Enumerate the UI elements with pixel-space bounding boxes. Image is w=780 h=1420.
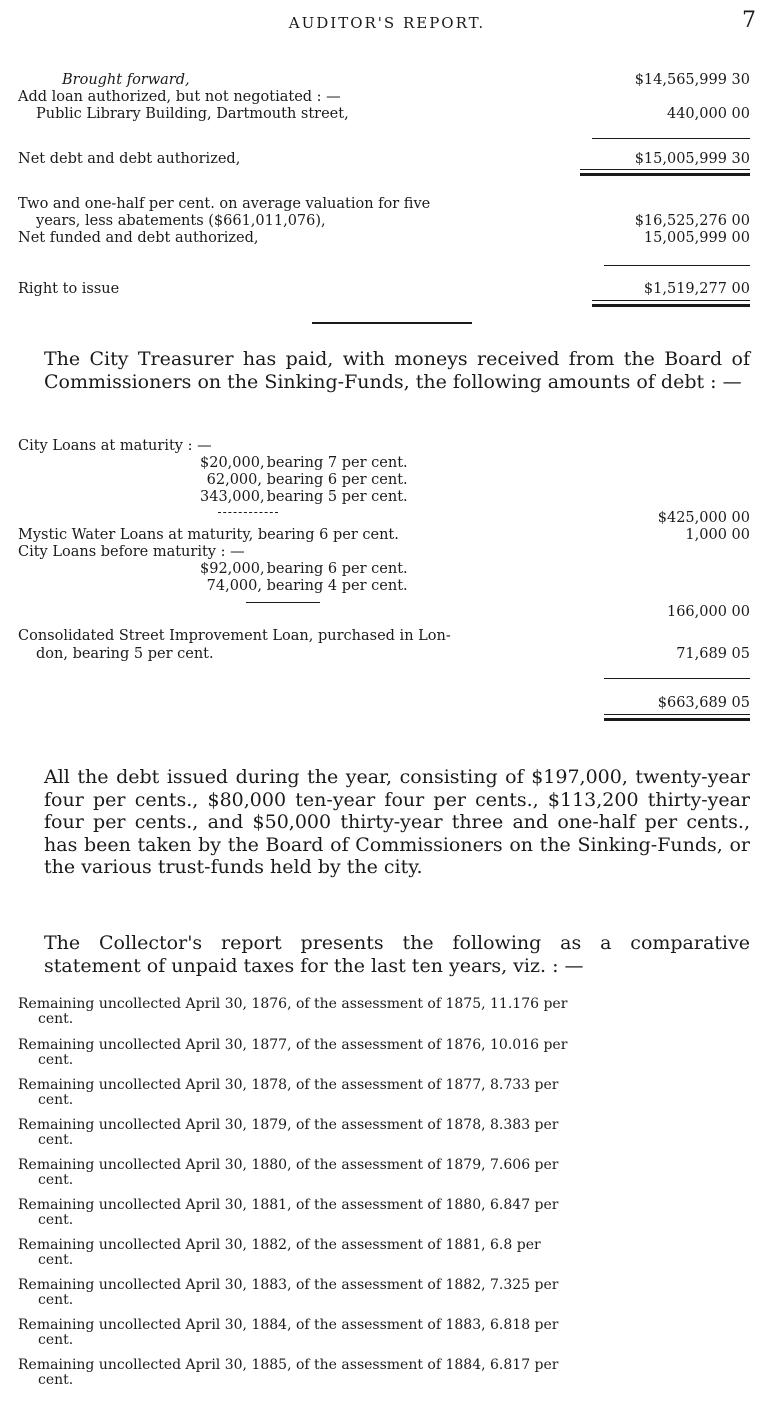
uncollected-tail: cent. [38, 1332, 74, 1348]
net-funded-label: Net funded and debt authorized, [18, 230, 259, 246]
uncollected-lead: Remaining uncollected April 30, 1880, of the assessment of 1879, 7.606 per [18, 1157, 559, 1173]
uncollected-tail: cent. [38, 1172, 74, 1188]
city-loan-value: $20,000, [200, 455, 265, 471]
consolidated-text-2: don, bearing 5 per cent. [36, 646, 214, 662]
consolidated-text-1: Consolidated Street Improvement Loan, purchased in Lon- [18, 628, 451, 644]
uncollected-lead: Remaining uncollected April 30, 1882, of the assessment of 1881, 6.8 per [18, 1237, 541, 1253]
uncollected-lead: Remaining uncollected April 30, 1884, of the assessment of 1883, 6.818 per [18, 1317, 559, 1333]
city-loan-desc: bearing 6 per cent. [266, 472, 408, 488]
uncollected-lead: Remaining uncollected April 30, 1878, of the assessment of 1877, 8.733 per [18, 1077, 559, 1093]
valuation-text-1: Two and one-half per cent. on average valuation for five [18, 196, 431, 212]
right-thick-rule [592, 304, 750, 307]
right-rule-top [604, 265, 750, 266]
library-label: Public Library Building, Dartmouth street, [36, 106, 349, 122]
treasurer-text: The City Treasurer has paid, with moneys received from the Board of Commissioners on the Sinking-Funds, the following amounts of debt : — [44, 348, 750, 393]
uncollected-item [18, 1278, 750, 1308]
subtotal-rule [592, 138, 750, 139]
brought-forward-label: Brought forward, [62, 72, 190, 88]
debt-issued-paragraph [18, 766, 750, 879]
uncollected-tail: cent. [38, 1372, 74, 1388]
uncollected-lead: Remaining uncollected April 30, 1885, of the assessment of 1884, 6.817 per [18, 1357, 559, 1373]
before-item [200, 578, 408, 595]
payments-total-amount: $663,689 05 [657, 695, 750, 711]
consolidated-amount: 71,689 05 [676, 646, 750, 662]
uncollected-lead: Remaining uncollected April 30, 1877, of the assessment of 1876, 10.016 per [18, 1037, 568, 1053]
city-loan-desc: bearing 5 per cent. [266, 489, 408, 505]
treasurer-paragraph [18, 348, 750, 393]
uncollected-tail: cent. [38, 1252, 74, 1268]
net-debt-label: Net debt and debt authorized, [18, 151, 241, 167]
uncollected-lead: Remaining uncollected April 30, 1883, of the assessment of 1882, 7.325 per [18, 1277, 559, 1293]
uncollected-item [18, 1198, 750, 1228]
city-loans-amount: $425,000 00 [657, 510, 750, 526]
net-debt-thick-rule [580, 173, 750, 176]
uncollected-tail: cent. [38, 1092, 74, 1108]
uncollected-tail: cent. [38, 1132, 74, 1148]
uncollected-lead: Remaining uncollected April 30, 1881, of the assessment of 1880, 6.847 per [18, 1197, 559, 1213]
before-maturity-label: City Loans before maturity : — [18, 544, 245, 560]
uncollected-item [18, 1078, 750, 1108]
before-value: 74,000, [206, 578, 262, 594]
valuation-text-2: years, less abatements ($661,011,076), [36, 213, 326, 229]
city-loans-rule [218, 512, 278, 513]
city-loans-label: City Loans at maturity : — [18, 438, 212, 454]
net-funded-amount: 15,005,999 00 [643, 230, 750, 246]
collector-paragraph [18, 932, 750, 977]
before-amount: 166,000 00 [666, 604, 750, 620]
running-header [18, 6, 756, 36]
mystic-amount: 1,000 00 [685, 527, 750, 543]
valuation-amount: $16,525,276 00 [634, 213, 750, 229]
city-loan-item [200, 489, 408, 506]
mystic-label: Mystic Water Loans at maturity, bearing 6 per cent. [18, 527, 399, 543]
debt-issued-text: All the debt issued during the year, consisting of $197,000, twenty-year four per cents., $80,000 ten-year four per cents., $113,200 thirty-year four per cents., and $50,000 thirty-year three and one-half per cents., has been taken by the Board of Commissioners on the Sinking-Funds, or the various trust-funds held by the city. [44, 766, 750, 878]
uncollected-tail: cent. [38, 1292, 74, 1308]
before-item [200, 561, 408, 578]
city-loan-desc: bearing 7 per cent. [266, 455, 408, 471]
uncollected-item [18, 1038, 750, 1068]
uncollected-item [18, 1318, 750, 1348]
library-amount: 440,000 00 [666, 106, 750, 122]
city-loan-item [200, 455, 408, 472]
uncollected-lead: Remaining uncollected April 30, 1879, of the assessment of 1878, 8.383 per [18, 1117, 559, 1133]
collector-text: The Collector's report presents the following as a comparative statement of unpaid taxes for the last ten years, viz. : — [44, 932, 750, 977]
brought-forward-amount: $14,565,999 30 [634, 72, 750, 88]
before-value: $92,000, [200, 561, 265, 577]
net-debt-rule [580, 169, 750, 170]
payments-rule [604, 714, 750, 715]
right-to-issue-amount: $1,519,277 00 [643, 281, 750, 297]
uncollected-item [18, 997, 750, 1027]
right-to-issue-label: Right to issue [18, 281, 120, 297]
city-loan-value: 343,000, [200, 489, 265, 505]
right-rule [592, 300, 750, 301]
uncollected-tail: cent. [38, 1052, 74, 1068]
payments-rule-top [604, 678, 750, 679]
payments-thick-rule [604, 718, 750, 721]
net-debt-amount: $15,005,999 30 [634, 151, 750, 167]
uncollected-tail: cent. [38, 1212, 74, 1228]
page-number: 7 [742, 8, 756, 33]
uncollected-item [18, 1358, 750, 1388]
running-title: AUDITOR'S REPORT. [288, 14, 486, 32]
add-loan-label: Add loan authorized, but not negotiated : — [18, 89, 341, 105]
city-loan-value: 62,000, [206, 472, 262, 488]
uncollected-tail: cent. [38, 1011, 74, 1027]
before-rule [246, 602, 320, 603]
uncollected-item [18, 1158, 750, 1188]
uncollected-lead: Remaining uncollected April 30, 1876, of the assessment of 1875, 11.176 per [18, 996, 568, 1012]
section-divider [312, 322, 472, 324]
before-desc: bearing 4 per cent. [266, 578, 408, 594]
uncollected-item [18, 1238, 750, 1268]
uncollected-item [18, 1118, 750, 1148]
city-loan-item [200, 472, 408, 489]
before-desc: bearing 6 per cent. [266, 561, 408, 577]
